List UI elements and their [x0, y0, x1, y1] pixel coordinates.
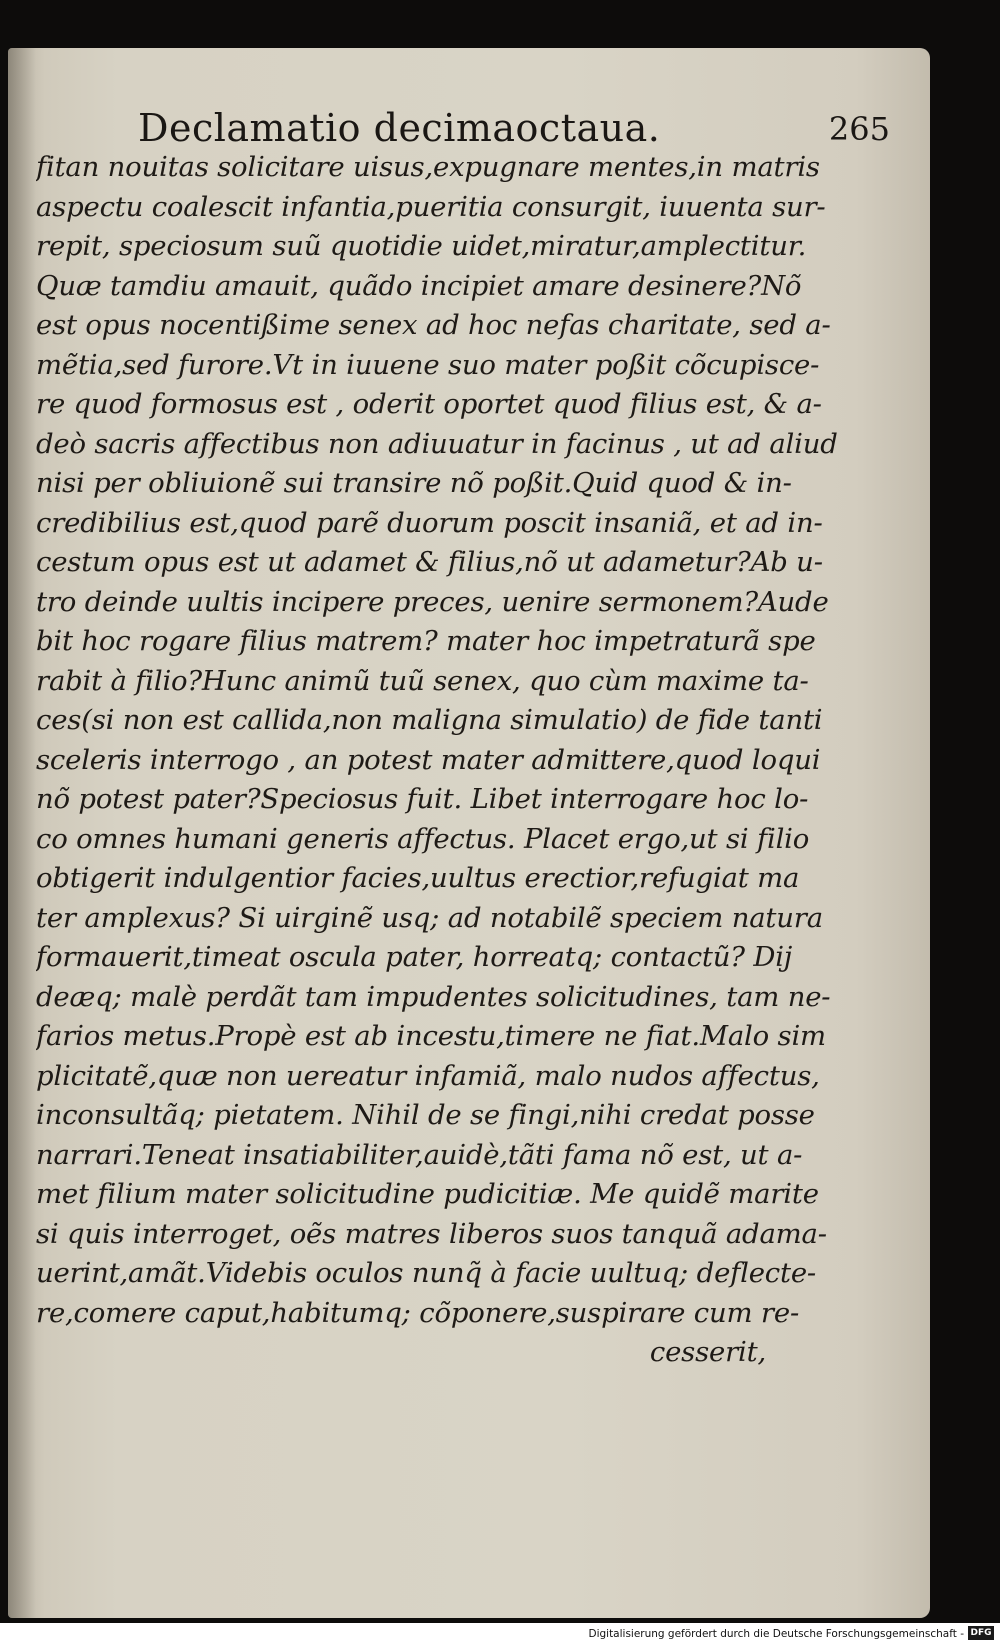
- text-line: rabit à filio?Hunc animũ tuũ senex, quo cùm maxime ta-: [36, 664, 809, 697]
- running-head: Declamatio decimaoctaua.: [138, 106, 661, 150]
- body-text: [36, 148, 916, 1373]
- text-line: uerint,amãt.Videbis oculos nunq̃ à facie uultuq; deflecte-: [36, 1257, 817, 1289]
- gutter-shadow: [8, 48, 36, 1618]
- text-line: nõ potest pater?Speciosus fuit. Libet interrogare hoc lo-: [36, 783, 809, 815]
- text-line: re,comere caput,habitumq; cõponere,suspirare cum re-: [36, 1296, 800, 1329]
- text-line: si quis interroget, oẽs matres liberos suos tanquã adama-: [36, 1217, 827, 1250]
- text-line: deò sacris affectibus non adiuuatur in facinus , ut ad aliud: [36, 427, 838, 460]
- text-line: ter amplexus? Si uirginẽ usq; ad notabilẽ speciem natura: [36, 901, 823, 934]
- text-line: narrari.Teneat insatiabiliter,auidè,tãti fama nõ est, ut a-: [36, 1138, 803, 1171]
- text-line: deæq; malè perdãt tam impudentes solicitudines, tam ne-: [36, 980, 831, 1013]
- text-line: sceleris interrogo , an potest mater admittere,quod loqui: [36, 743, 821, 776]
- text-line: co omnes humani generis affectus. Placet ergo,ut si filio: [36, 822, 810, 855]
- text-line: est opus nocentißime senex ad hoc nefas charitate, sed a-: [36, 309, 831, 341]
- page-number: 265: [828, 110, 890, 148]
- text-line: cestum opus est ut adamet & filius,nõ ut adametur?Ab u-: [36, 546, 823, 578]
- text-line: ces(si non est callida,non maligna simulatio) de fide tanti: [36, 704, 823, 736]
- text-line: repit, speciosum suũ quotidie uidet,miratur,amplectitur.: [36, 230, 807, 262]
- text-line: obtigerit indulgentior facies,uultus erectior,refugiat ma: [36, 862, 800, 894]
- text-line: Quæ tamdiu amauit, quãdo incipiet amare desinere?Nõ: [36, 269, 802, 302]
- text-line: inconsultãq; pietatem. Nihil de se fingi,nihi credat posse: [36, 1099, 815, 1131]
- text-line: mẽtia,sed furore.Vt in iuuene suo mater poßit cõcupisce-: [36, 348, 820, 381]
- footer-bar: [0, 1623, 1000, 1643]
- text-line: plicitatẽ,quæ non uereatur infamiã, malo nudos affectus,: [36, 1059, 820, 1092]
- catchword: cesserit,: [649, 1336, 766, 1368]
- text-line: aspectu coalescit infantia,pueritia consurgit, iuuenta sur-: [36, 190, 826, 223]
- text-line: fitan nouitas solicitare uisus,expugnare mentes,in matris: [36, 151, 820, 183]
- text-line: bit hoc rogare filius matrem? mater hoc impetraturã spe: [36, 625, 816, 657]
- text-line: farios metus.Propè est ab incestu,timere ne fiat.Malo sim: [36, 1020, 826, 1052]
- text-line: nisi per obliuionẽ sui transire nõ poßit.Quid quod & in-: [36, 467, 792, 499]
- text-line: formauerit,timeat oscula pater, horreatq; contactũ? Dij: [36, 941, 793, 973]
- text-line: credibilius est,quod parẽ duorum poscit insaniã, et ad in-: [36, 506, 823, 539]
- dfg-logo: DFG: [968, 1626, 994, 1640]
- funding-credit: Digitalisierung gefördert durch die Deutsche Forschungsgemeinschaft -: [588, 1628, 964, 1640]
- text-line: re quod formosus est , oderit oportet quod filius est, & a-: [36, 388, 822, 420]
- text-line: met filium mater solicitudine pudicitiæ. Me quidẽ marite: [36, 1178, 819, 1210]
- book-page: [8, 48, 930, 1618]
- text-line: tro deinde uultis incipere preces, uenire sermonem?Aude: [36, 585, 829, 618]
